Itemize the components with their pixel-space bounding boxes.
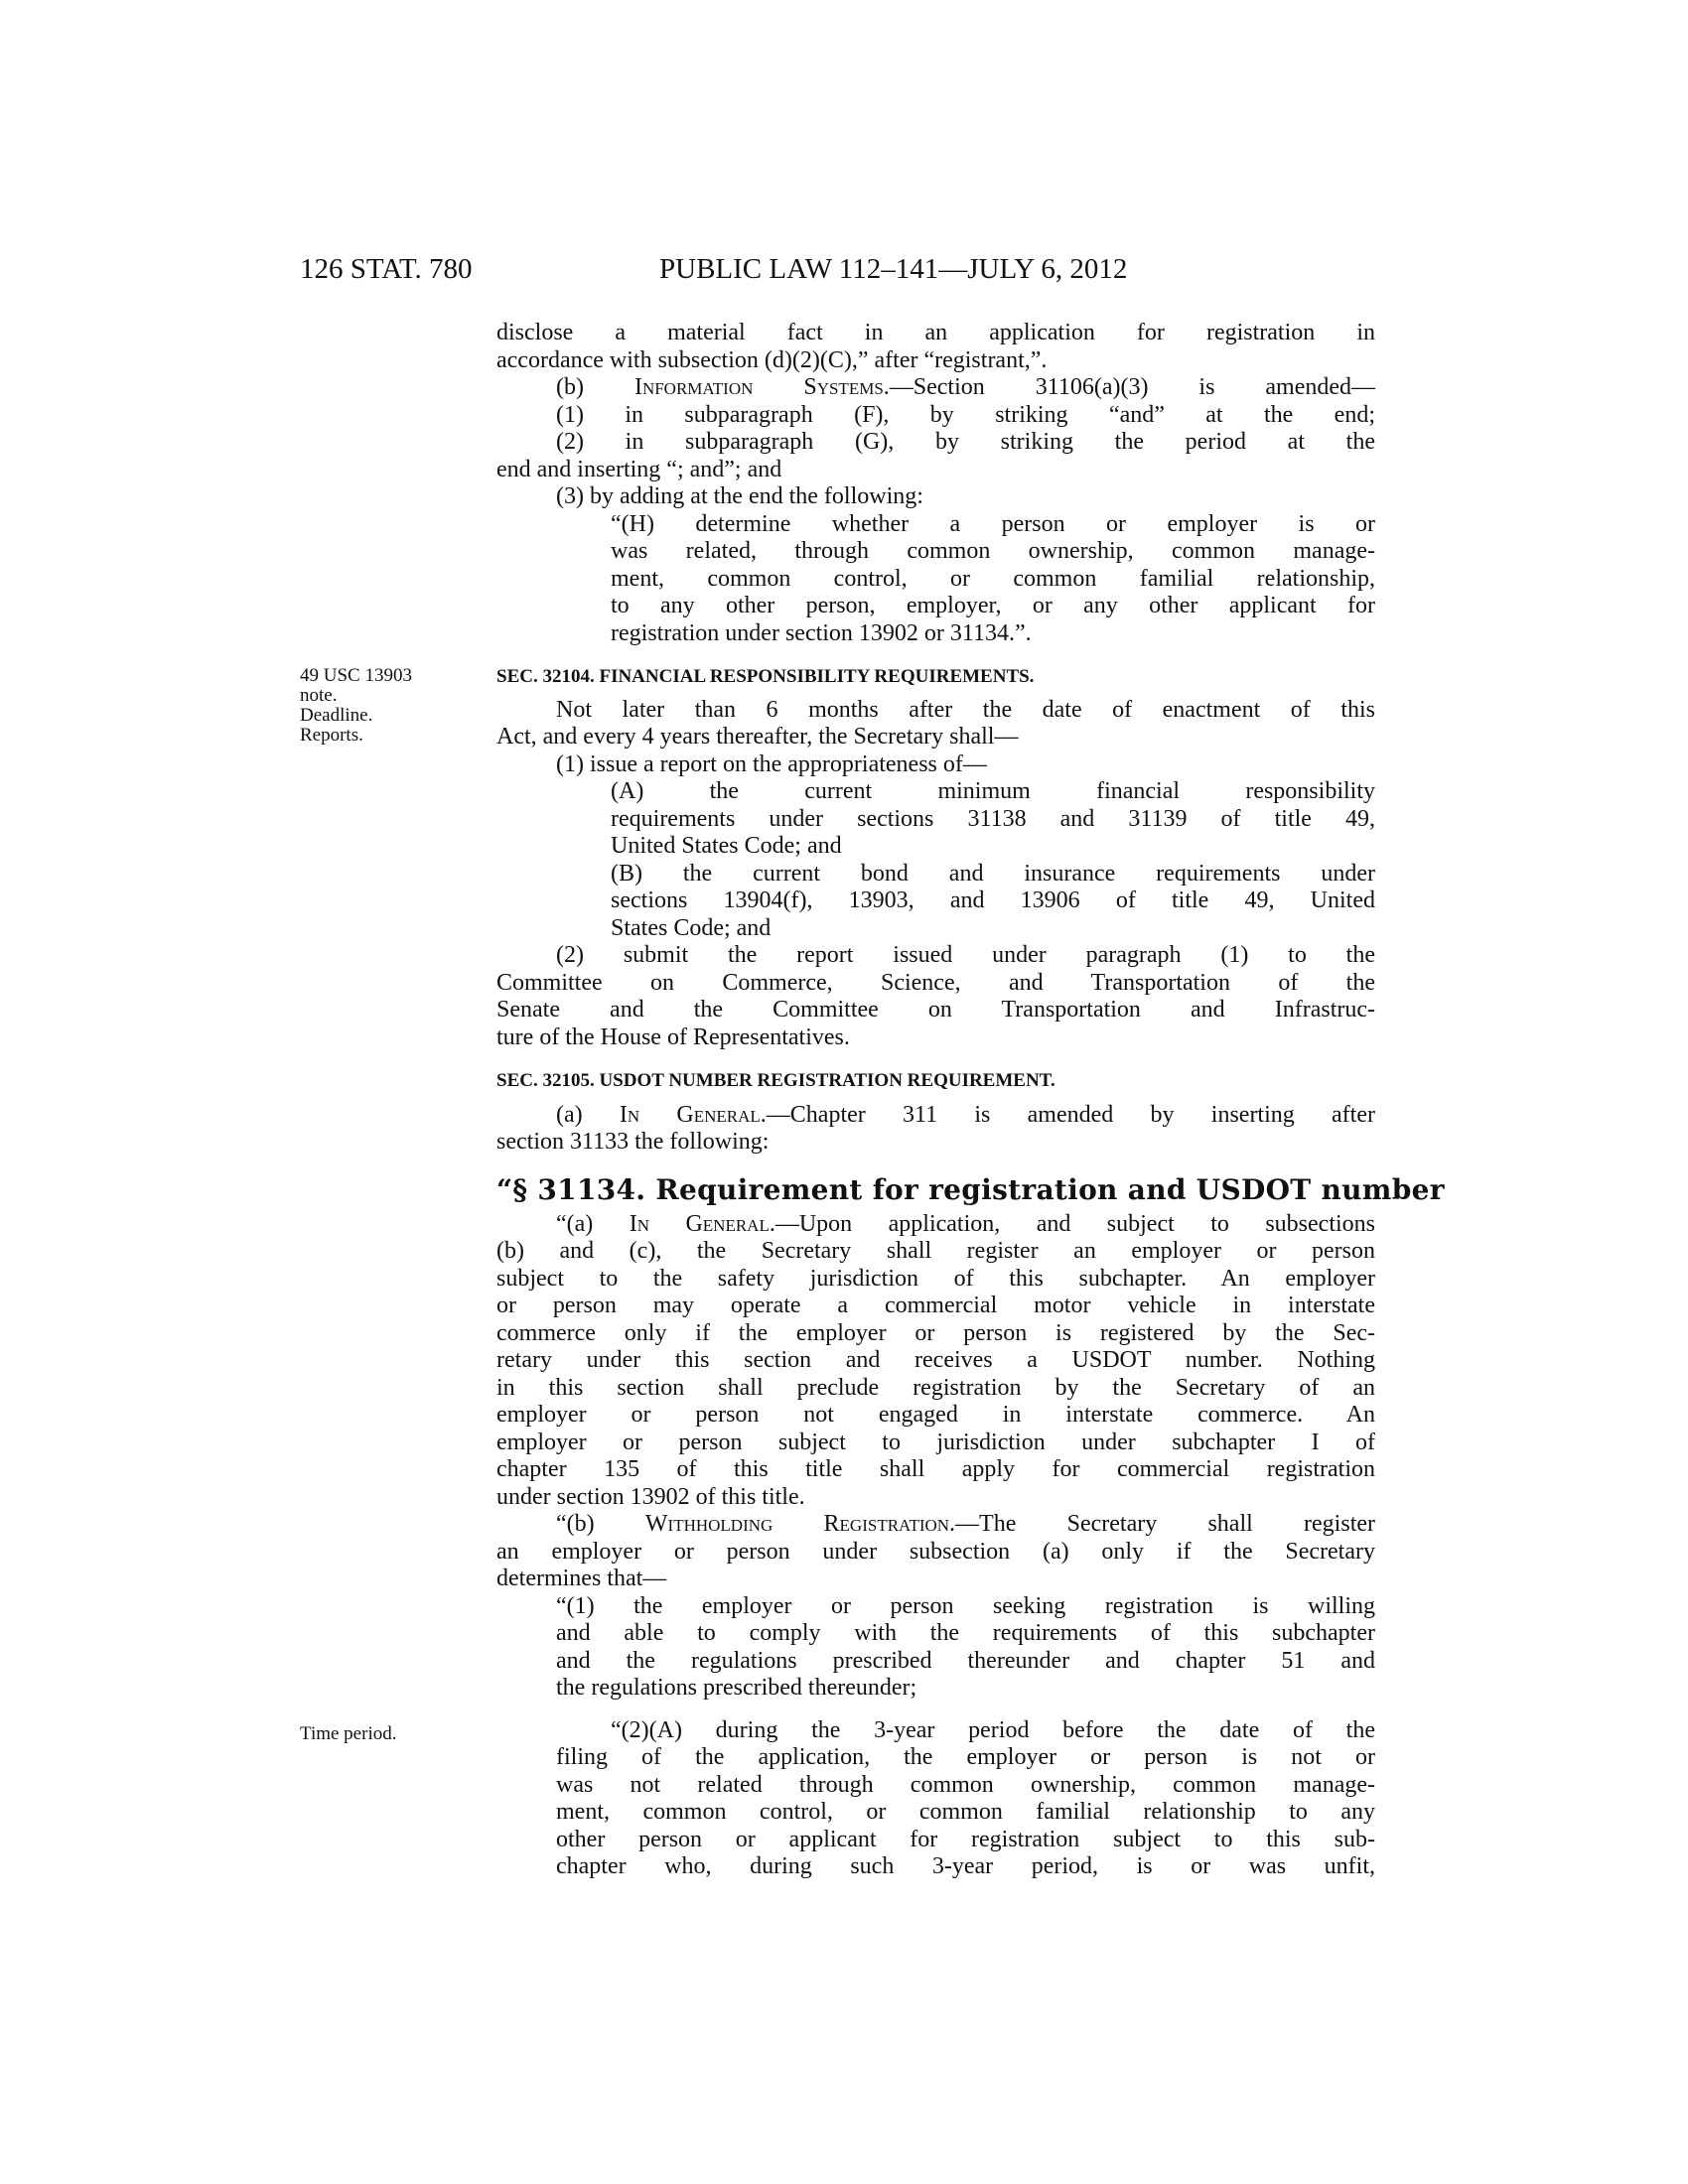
text-line: in this section shall preclude registration by the Secretary of an xyxy=(496,1375,1375,1401)
subsection-heading-line: “(b) Withholding Registration.—The Secretary shall register xyxy=(556,1511,1376,1537)
code-section-title: “§ 31134. Requirement for registration and USDOT number xyxy=(496,1173,1445,1206)
text-line: determines that— xyxy=(496,1566,667,1591)
margin-note: Time period. xyxy=(300,1723,397,1744)
text-line: (2) submit the report issued under paragraph (1) to the xyxy=(556,942,1375,968)
text-line: (1) issue a report on the appropriateness of— xyxy=(556,751,987,777)
text-line: end and inserting “; and”; and xyxy=(496,457,782,482)
text-line: “(H) determine whether a person or employer is or xyxy=(611,511,1375,537)
stat-citation: 126 STAT. 780 xyxy=(300,253,473,285)
subsection-heading-line: (b) Information Systems.—Section 31106(a)(3) is amended— xyxy=(556,374,1376,400)
margin-note-line: 49 USC 13903 xyxy=(300,665,412,686)
text-line: and able to comply with the requirements of this subchapter xyxy=(556,1620,1375,1646)
text-line: an employer or person under subsection (a) only if the Secretary xyxy=(496,1539,1375,1565)
margin-note xyxy=(300,666,412,746)
text-line: (2) in subparagraph (G), by striking the period at the xyxy=(556,429,1375,455)
text-line: (A) the current minimum financial responsibility xyxy=(611,778,1375,804)
text-line: accordance with subsection (d)(2)(C),” after “registrant,”. xyxy=(496,347,1048,373)
margin-note-line: Reports. xyxy=(300,725,363,746)
text-line: other person or applicant for registration subject to this sub- xyxy=(556,1827,1375,1852)
text-line: section 31133 the following: xyxy=(496,1129,770,1155)
text-line: ture of the House of Representatives. xyxy=(496,1024,850,1050)
text-line: subject to the safety jurisdiction of this subchapter. An employer xyxy=(496,1266,1375,1292)
text-line: retary under this section and receives a USDOT number. Nothing xyxy=(496,1347,1375,1373)
text-line: Senate and the Committee on Transportation and Infrastruc- xyxy=(496,997,1375,1023)
text-line: “(2)(A) during the 3-year period before the date of the xyxy=(611,1717,1375,1743)
text-line: ment, common control, or common familial relationship to any xyxy=(556,1799,1375,1825)
text-line: United States Code; and xyxy=(611,833,842,859)
running-header: PUBLIC LAW 112–141—JULY 6, 2012 xyxy=(659,253,1128,285)
text-line: States Code; and xyxy=(611,915,772,941)
subsection-heading-line: “(a) In General.—Upon application, and subject to subsections xyxy=(556,1211,1375,1237)
text-line: registration under section 13902 or 31134.”. xyxy=(611,620,1032,646)
text-line: or person may operate a commercial motor vehicle in interstate xyxy=(496,1293,1375,1318)
text-line: Act, and every 4 years thereafter, the Secretary shall— xyxy=(496,724,1019,750)
margin-note-line: Deadline. xyxy=(300,705,373,726)
text-line: (3) by adding at the end the following: xyxy=(556,483,923,509)
text-line: sections 13904(f), 13903, and 13906 of title 49, United xyxy=(611,887,1375,913)
text-line: ment, common control, or common familial relationship, xyxy=(611,566,1375,592)
text-line: and the regulations prescribed thereunder and chapter 51 and xyxy=(556,1648,1375,1674)
text-line: was not related through common ownership, common manage- xyxy=(556,1772,1375,1798)
text-line: under section 13902 of this title. xyxy=(496,1484,805,1510)
text-line: Not later than 6 months after the date of enactment of this xyxy=(556,697,1375,723)
text-line: commerce only if the employer or person is registered by the Sec- xyxy=(496,1320,1375,1346)
text-line: (b) and (c), the Secretary shall register an employer or person xyxy=(496,1238,1375,1264)
text-line: (B) the current bond and insurance requirements under xyxy=(611,861,1375,887)
text-line: “(1) the employer or person seeking registration is willing xyxy=(556,1593,1375,1619)
text-line: employer or person not engaged in interstate commerce. An xyxy=(496,1402,1375,1428)
text-line: Committee on Commerce, Science, and Transportation of the xyxy=(496,970,1375,996)
text-line: chapter who, during such 3-year period, is or was unfit, xyxy=(556,1853,1375,1879)
section-heading: SEC. 32104. FINANCIAL RESPONSIBILITY REQUIREMENTS. xyxy=(496,666,1035,687)
subsection-heading-line: (a) In General.—Chapter 311 is amended by inserting after xyxy=(556,1102,1375,1128)
text-line: (1) in subparagraph (F), by striking “and” at the end; xyxy=(556,402,1375,428)
text-line: the regulations prescribed thereunder; xyxy=(556,1675,917,1701)
text-line: requirements under sections 31138 and 31139 of title 49, xyxy=(611,806,1375,832)
text-line: was related, through common ownership, common manage- xyxy=(611,538,1375,564)
section-heading: SEC. 32105. USDOT NUMBER REGISTRATION REQUIREMENT. xyxy=(496,1070,1055,1091)
text-line: disclose a material fact in an application for registration in xyxy=(496,320,1375,345)
text-line: chapter 135 of this title shall apply for commercial registration xyxy=(496,1456,1375,1482)
text-line: filing of the application, the employer or person is not or xyxy=(556,1744,1375,1770)
text-line: employer or person subject to jurisdiction under subchapter I of xyxy=(496,1430,1375,1455)
text-line: to any other person, employer, or any other applicant for xyxy=(611,593,1375,618)
margin-note-line: note. xyxy=(300,685,338,706)
